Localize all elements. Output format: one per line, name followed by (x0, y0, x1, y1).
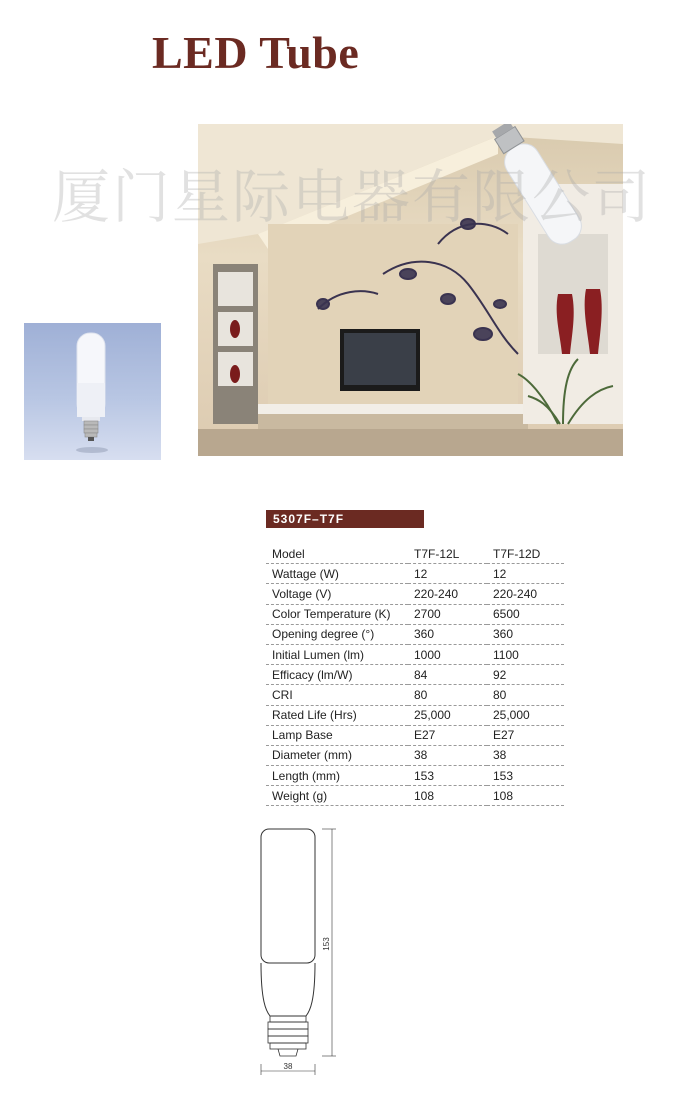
spec-label: Weight (g) (266, 786, 408, 806)
dimension-drawing (250, 826, 340, 1076)
width-dimension-label: 38 (283, 1062, 293, 1071)
spec-value-1: T7F-12L (408, 542, 487, 564)
spec-label: Model (266, 542, 408, 564)
spec-value-2: 80 (487, 685, 564, 705)
spec-label: Length (mm) (266, 766, 408, 786)
spec-value-1: 360 (408, 624, 487, 644)
spec-table (266, 542, 564, 806)
spec-value-2: E27 (487, 725, 564, 745)
spec-value-1: 1000 (408, 644, 487, 664)
spec-value-2: 360 (487, 624, 564, 644)
spec-label: Initial Lumen (lm) (266, 644, 408, 664)
lamp-thumbnail-image (24, 323, 161, 460)
spec-label: Wattage (W) (266, 564, 408, 584)
spec-row (266, 685, 564, 705)
spec-value-2: T7F-12D (487, 542, 564, 564)
spec-value-1: 2700 (408, 604, 487, 624)
spec-value-2: 153 (487, 766, 564, 786)
spec-value-2: 12 (487, 564, 564, 584)
spec-value-2: 6500 (487, 604, 564, 624)
spec-header-row (266, 542, 564, 564)
spec-row (266, 705, 564, 725)
spec-value-2: 220-240 (487, 584, 564, 604)
spec-label: Opening degree (°) (266, 624, 408, 644)
model-number-bar: 5307F–T7F (266, 510, 424, 528)
spec-value-1: 153 (408, 766, 487, 786)
spec-label: Rated Life (Hrs) (266, 705, 408, 725)
spec-value-1: 108 (408, 786, 487, 806)
spec-value-1: 84 (408, 665, 487, 685)
product-thumbnail (24, 323, 161, 460)
spec-value-1: E27 (408, 725, 487, 745)
company-watermark: 厦门星际电器有限公司 (52, 163, 653, 231)
spec-row (266, 766, 564, 786)
page-title: LED Tube (152, 27, 360, 78)
spec-row (266, 725, 564, 745)
spec-value-2: 38 (487, 745, 564, 765)
spec-label: CRI (266, 685, 408, 705)
spec-value-2: 108 (487, 786, 564, 806)
spec-row (266, 786, 564, 806)
spec-value-2: 25,000 (487, 705, 564, 725)
height-dimension-label: 153 (322, 937, 331, 951)
spec-row (266, 584, 564, 604)
spec-value-1: 25,000 (408, 705, 487, 725)
spec-row (266, 665, 564, 685)
spec-value-1: 220-240 (408, 584, 487, 604)
spec-value-1: 12 (408, 564, 487, 584)
spec-label: Lamp Base (266, 725, 408, 745)
spec-row (266, 604, 564, 624)
spec-label: Diameter (mm) (266, 745, 408, 765)
spec-value-1: 80 (408, 685, 487, 705)
spec-row (266, 644, 564, 664)
spec-row (266, 624, 564, 644)
spec-label: Color Temperature (K) (266, 604, 408, 624)
spec-row (266, 564, 564, 584)
spec-value-2: 1100 (487, 644, 564, 664)
spec-label: Voltage (V) (266, 584, 408, 604)
spec-label: Efficacy (lm/W) (266, 665, 408, 685)
spec-row (266, 745, 564, 765)
spec-value-1: 38 (408, 745, 487, 765)
spec-value-2: 92 (487, 665, 564, 685)
